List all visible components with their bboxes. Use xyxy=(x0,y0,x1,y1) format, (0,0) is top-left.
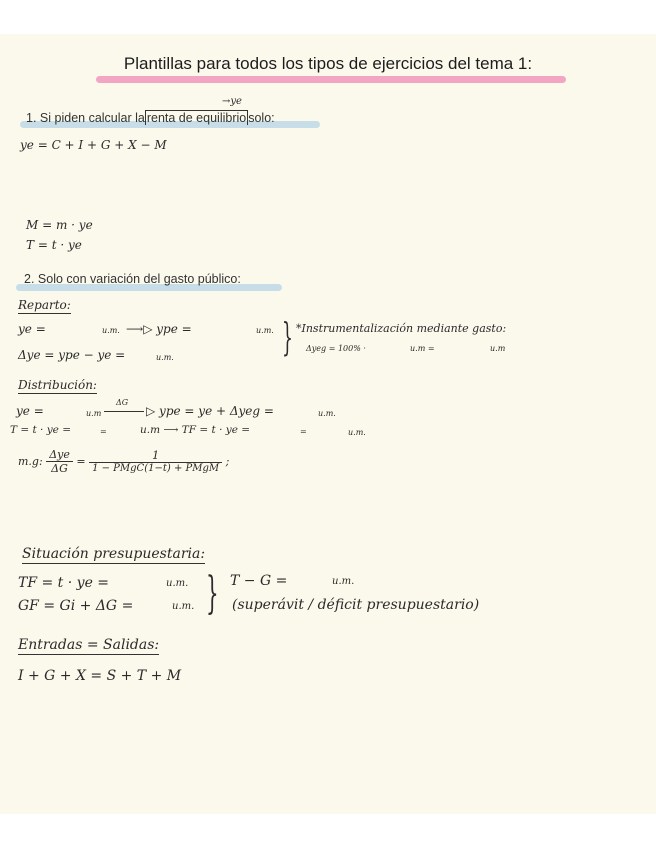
situacion-header: Situación presupuestaria: xyxy=(22,546,206,562)
reparto-line1-unit2: u.m. xyxy=(256,326,274,335)
mg-rhs-fraction: $\frac{1}{\text{1 − PMgC(1−t) + PMgM}}$ xyxy=(89,449,222,474)
situacion-result: T − G = xyxy=(230,573,288,589)
instr-unit2: u.m xyxy=(490,344,506,353)
reparto-brace: } xyxy=(282,315,293,359)
distr-line2-eq: = xyxy=(100,427,107,436)
mg-label: m.g: xyxy=(18,455,43,468)
reparto-line1-unit: u.m. xyxy=(102,326,120,335)
situacion-result-unit: u.m. xyxy=(332,576,355,587)
distr-arrow-line xyxy=(104,411,144,412)
situacion-line2: GF = Gi + ΔG = xyxy=(18,598,134,614)
situacion-line2-unit: u.m. xyxy=(172,601,195,612)
entradas-header: Entradas = Salidas: xyxy=(18,637,160,653)
title-highlight xyxy=(96,76,566,83)
section2-text: Solo con variación del gasto público: xyxy=(37,272,241,286)
section1-text-after: solo: xyxy=(248,111,275,125)
mg-fraction: $\frac{\text{Δye}}{\Delta G}$ xyxy=(46,448,73,475)
distr-arrow-label: ΔG xyxy=(116,398,129,407)
section1-text-before: Si piden calcular la xyxy=(39,111,145,125)
page-title: Plantillas para todos los tipos de ejercicios del tema 1: xyxy=(123,54,533,73)
reparto-line2-unit: u.m. xyxy=(156,353,174,362)
reparto-line1-left: ye = xyxy=(18,322,46,336)
distr-line1-unit: u.m xyxy=(86,409,102,418)
distr-line2-left: T = t · ye = xyxy=(10,424,71,436)
distr-line1-left: ye = xyxy=(16,404,44,418)
distr-line2-arrow: u.m ⟶ TF = t · ye = xyxy=(140,424,251,436)
formula-t: T = t · ye xyxy=(26,238,82,252)
section2-number: 2. xyxy=(24,272,35,286)
distr-line1-arrow: ▷ ype = ye + Δyeg = xyxy=(146,404,274,418)
section1-heading xyxy=(26,110,275,125)
situacion-note: (superávit / déficit presupuestario) xyxy=(232,597,480,613)
entradas-formula: I + G + X = S + T + M xyxy=(18,668,182,684)
mg-formula: m.g: $\frac{\text{Δye}}{\Delta G}$ = $\frac{1}{\text{1 − PMgC(1−t) + PMgM}}$ ; xyxy=(18,448,230,475)
box-annotation: →ye xyxy=(222,96,242,107)
instr-unit1: u.m = xyxy=(410,344,435,353)
distr-line1-unit2: u.m. xyxy=(318,409,336,418)
section1-number: 1. xyxy=(26,111,37,125)
distribucion-header: Distribución: xyxy=(18,378,97,392)
formula-m: M = m · ye xyxy=(26,218,93,232)
reparto-line2-left: Δye = ype − ye = xyxy=(18,348,126,362)
reparto-line1-arrow: ⟶▷ ype = xyxy=(126,322,192,336)
situacion-line1: TF = t · ye = xyxy=(18,575,110,591)
distr-line2-unit2: u.m. xyxy=(348,428,366,437)
distr-line2-eq2: = xyxy=(300,427,307,436)
instr-title: *Instrumentalización mediante gasto: xyxy=(296,322,507,335)
formula-ye: ye = C + I + G + X − M xyxy=(20,138,167,152)
section1-boxed-text: renta de equilibrio xyxy=(146,111,247,125)
reparto-header: Reparto: xyxy=(18,298,71,312)
situacion-line1-unit: u.m. xyxy=(166,578,189,589)
section2-heading xyxy=(24,272,241,286)
situacion-brace: } xyxy=(206,568,219,619)
instr-line: Δyeg = 100% · xyxy=(306,344,366,353)
